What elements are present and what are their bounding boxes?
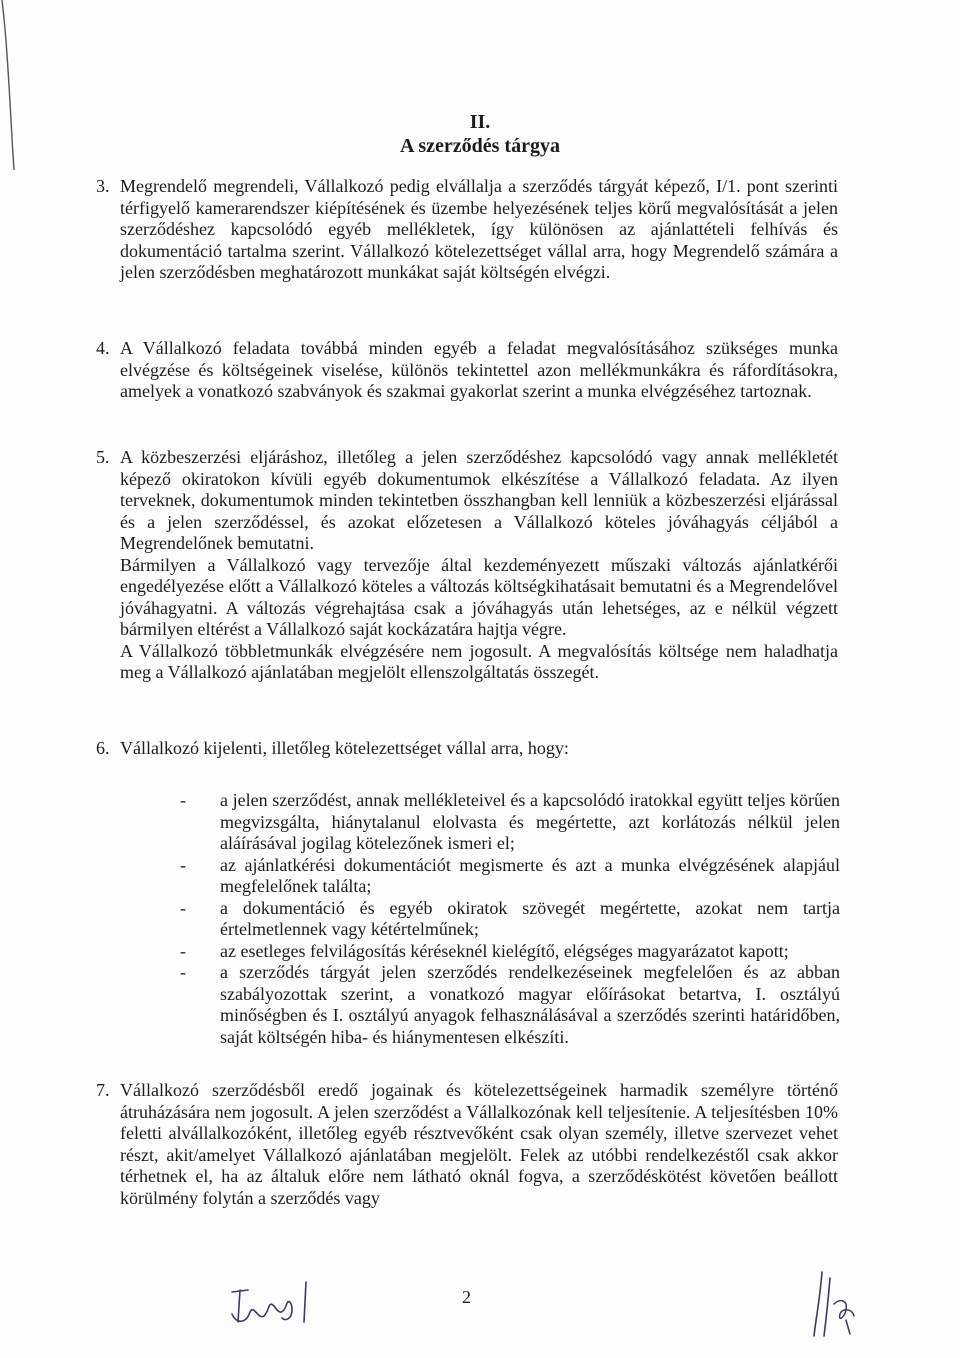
- paragraph-number: 5.: [96, 447, 110, 467]
- list-item-text: az ajánlatkérési dokumentációt megismerte és azt a munka elvégzésének alapjául megfelelőnek találta;: [220, 854, 840, 896]
- paragraph-text: A Vállalkozó többletmunkák elvégzésére nem jogosult. A megvalósítás költsége nem haladhatja meg a Vállalkozó ajánlatában megjelölt ellenszolgáltatás összegét.: [120, 640, 838, 682]
- signature-left: [226, 1276, 316, 1332]
- paragraph-text: Bármilyen a Vállalkozó vagy tervezője által kezdeményezett műszaki változás ajánlatkérői engedélyezése előtt a Vállalkozó köteles a változás költségkihatásait bemutatni és a Megrendelővel jóváhagyatni. A változás végrehajtása csak a jóváhagyás után lehetséges, az e nélkül végzett bármilyen eltérést a Vállalkozó saját kockázatára hajtja végre.: [120, 554, 838, 639]
- bullet-dash: -: [180, 790, 186, 810]
- paragraph-number: 3.: [96, 176, 110, 196]
- paragraph-7: [96, 1080, 838, 1209]
- list-item: [180, 941, 840, 963]
- bullet-dash: -: [180, 940, 186, 961]
- bullet-dash: -: [180, 854, 186, 875]
- list-item: [180, 790, 840, 855]
- paragraph-number: 4.: [96, 338, 110, 358]
- list-item: [180, 962, 840, 1048]
- list-item-text: a szerződés tárgyát jelen szerződés rendelkezéseinek megfelelően és az abban szabályozottak szerint, a vonatkozó magyar előírásokat betartva, I. osztályú minőségben és I. osztályú anyagok felhasználásával a szerződés szerinti határidőben, saját költségén hiba- és hiánymentesen elkészíti.: [220, 962, 840, 1047]
- bullet-dash: -: [180, 962, 186, 982]
- paragraph-6: [96, 738, 838, 760]
- section-number: II.: [469, 111, 491, 133]
- obligations-list: [180, 790, 840, 1048]
- paragraph-number: 7.: [96, 1080, 110, 1100]
- section-title: A szerződés tárgya: [400, 135, 560, 157]
- paragraph-4: [96, 338, 838, 403]
- paragraph-text: A Vállalkozó feladata továbbá minden egyéb a feladat megvalósításához szükséges munka elvégzése és költségeinek viselése, különös tekintettel azon mellékmunkákra és ráfordításokra, amelyek a vonatkozó szabványok és szakmai gyakorlat szerint a munka elvégzéséhez tartoznak.: [120, 338, 838, 401]
- list-item: [180, 855, 840, 898]
- initials-right: [810, 1268, 862, 1340]
- page-number: 2: [462, 1287, 471, 1307]
- paragraph-text: Vállalkozó szerződésből eredő jogainak és kötelezettségeinek harmadik személyre történő átruházására nem jogosult. A jelen szerződést a Vállalkozónak kell teljesítenie. A teljesítésben 10% feletti alvállalkozóként, illetőleg egyéb résztvevőként csak olyan személy, illetve szervezet vehet részt, akit/amelyet Vállalkozó ajánlatában megjelölt. Felek az utóbbi rendelkezéstől csak akkor térhetnek el, ha az általuk előre nem látható oknál fogva, a szerződéskötést követően beállott körülmény folytán a szerződés vagy: [120, 1080, 838, 1208]
- paragraph-text: Vállalkozó kijelenti, illetőleg kötelezettséget vállal arra, hogy:: [120, 738, 569, 758]
- paragraph-5: [96, 447, 838, 684]
- list-item: [180, 898, 840, 941]
- bullet-dash: -: [180, 897, 186, 918]
- paragraph-number: 6.: [96, 738, 110, 758]
- list-item-text: a dokumentáció és egyéb okiratok szövegét megértette, azokat nem tartja értelmetlennek vagy kétértelműnek;: [220, 897, 840, 939]
- scan-edge-mark: [0, 0, 30, 200]
- paragraph-3: [96, 176, 838, 284]
- paragraph-text: Megrendelő megrendeli, Vállalkozó pedig elvállalja a szerződés tárgyát képező, I/1. pont szerinti térfigyelő kamerarendszer kiépítésének és üzembe helyezésének teljes körű megvalósítását a jelen szerződéshez kapcsolódó egyéb mellékletek, így különösen az ajánlattételi felhívás és dokumentáció tartalma szerint. Vállalkozó kötelezettséget vállal arra, hogy Megrendelő számára a jelen szerződésben meghatározott munkákat saját költségén elvégzi.: [120, 176, 838, 282]
- paragraph-text: A közbeszerzési eljáráshoz, illetőleg a jelen szerződéshez kapcsolódó vagy annak mellékletét képező okiratokon kívüli egyéb dokumentumok elkészítése a Vállalkozó feladata. Az ilyen terveknek, dokumentumok minden tekintetben összhangban kell lenniük a közbeszerzési eljárással és a jelen szerződéssel, és azokat előzetesen a Vállalkozó köteles jóváhagyás céljából a Megrendelőnek bemutatni.: [120, 447, 838, 553]
- list-item-text: a jelen szerződést, annak mellékleteivel és a kapcsolódó iratokkal együtt teljes körűen megvizsgálta, hiánytalanul elolvasta és megértette, azt korlátozás nélkül jelen aláírásával jogilag kötelezőnek ismeri el;: [220, 790, 840, 853]
- list-item-text: az esetleges felvilágosítás kéréseknél kielégítő, elégséges magyarázatot kapott;: [220, 940, 789, 961]
